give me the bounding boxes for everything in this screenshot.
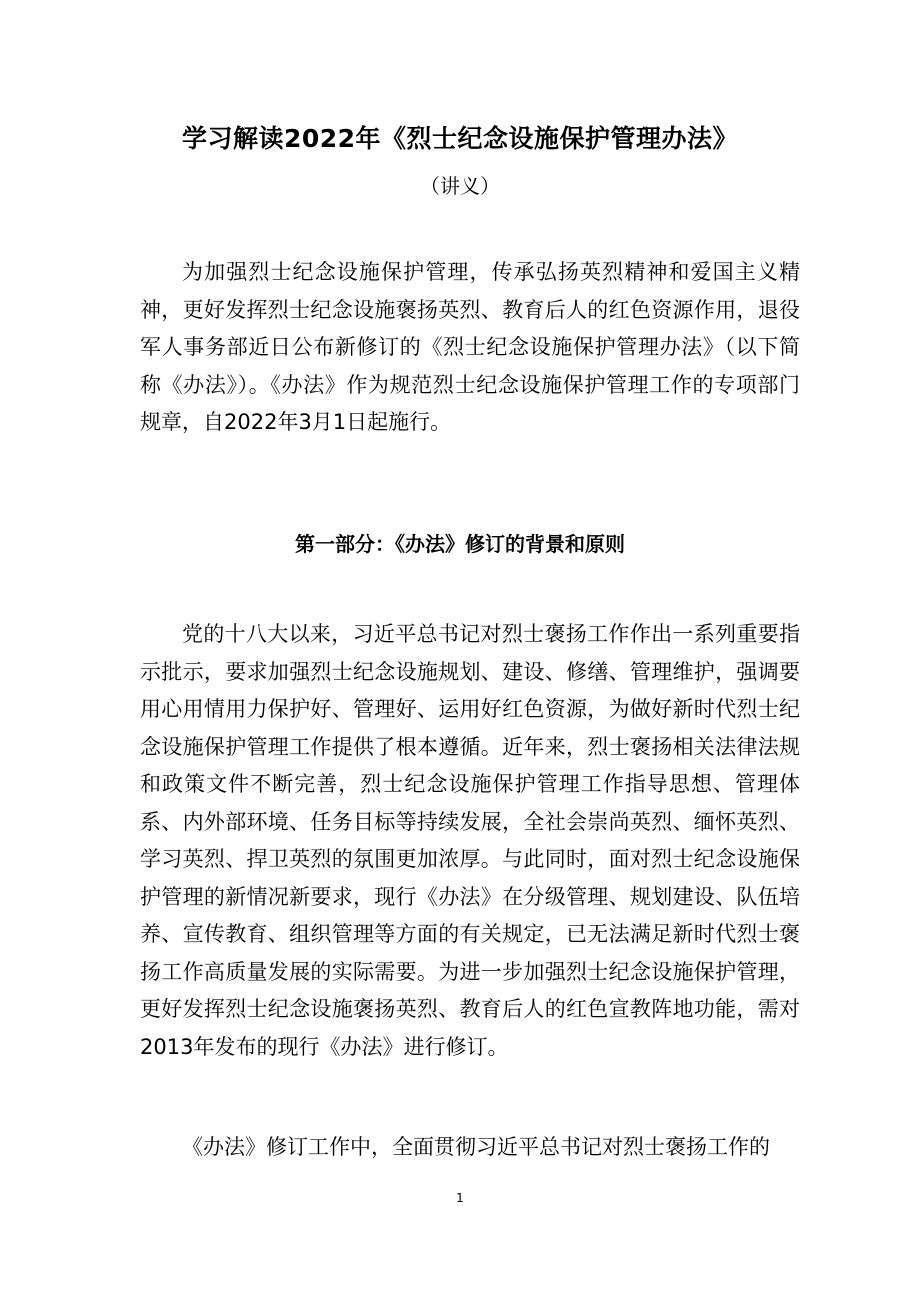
intro-paragraph: 为加强烈士纪念设施保护管理，传承弘扬英烈精神和爱国主义精神，更好发挥烈士纪念设施褒扬英烈、教育后人的红色资源作用，退役军人事务部近日公布新修订的《烈士纪念设施保护管理办法》（以下简称《办法》）。《办法》作为规范烈士纪念设施保护管理工作的专项部门规章，自2022年3月1日起施行。 bbox=[140, 260, 800, 434]
body-paragraph: 党的十八大以来，习近平总书记对烈士褒扬工作作出一系列重要指示批示，要求加强烈士纪念设施规划、建设、修缮、管理维护，强调要用心用情用力保护好、管理好、运用好红色资源，为做好新时代烈士纪念设施保护管理工作提供了根本遵循。近年来，烈士褒扬相关法律法规和政策文件不断完善，烈士纪念设施保护管理工作指导思想、管理体系、内外部环境、任务目标等持续发展，全社会崇尚英烈、缅怀英烈、学习英烈、捍卫英烈的氛围更加浓厚。与此同时，面对烈士纪念设施保护管理的新情况新要求，现行《办法》在分级管理、规划建设、队伍培养、宣传教育、组织管理等方面的有关规定，已无法满足新时代烈士褒扬工作高质量发展的实际需要。为进一步加强烈士纪念设施保护管理，更好发挥烈士纪念设施褒扬英烈、教育后人的红色宣教阵地功能，需对2013年发布的现行《办法》进行修订。 bbox=[140, 622, 800, 1059]
section-heading: 第一部分：《办法》修订的背景和原则 bbox=[295, 532, 625, 556]
document-subtitle: （讲义） bbox=[420, 174, 500, 198]
document-title: 学习解读2022年《烈士纪念设施保护管理办法》 bbox=[181, 124, 739, 153]
page-number: 1 bbox=[456, 1191, 464, 1205]
body-paragraph-continued: 《办法》修订工作中，全面贯彻习近平总书记对烈士褒扬工作的 bbox=[182, 1135, 770, 1159]
